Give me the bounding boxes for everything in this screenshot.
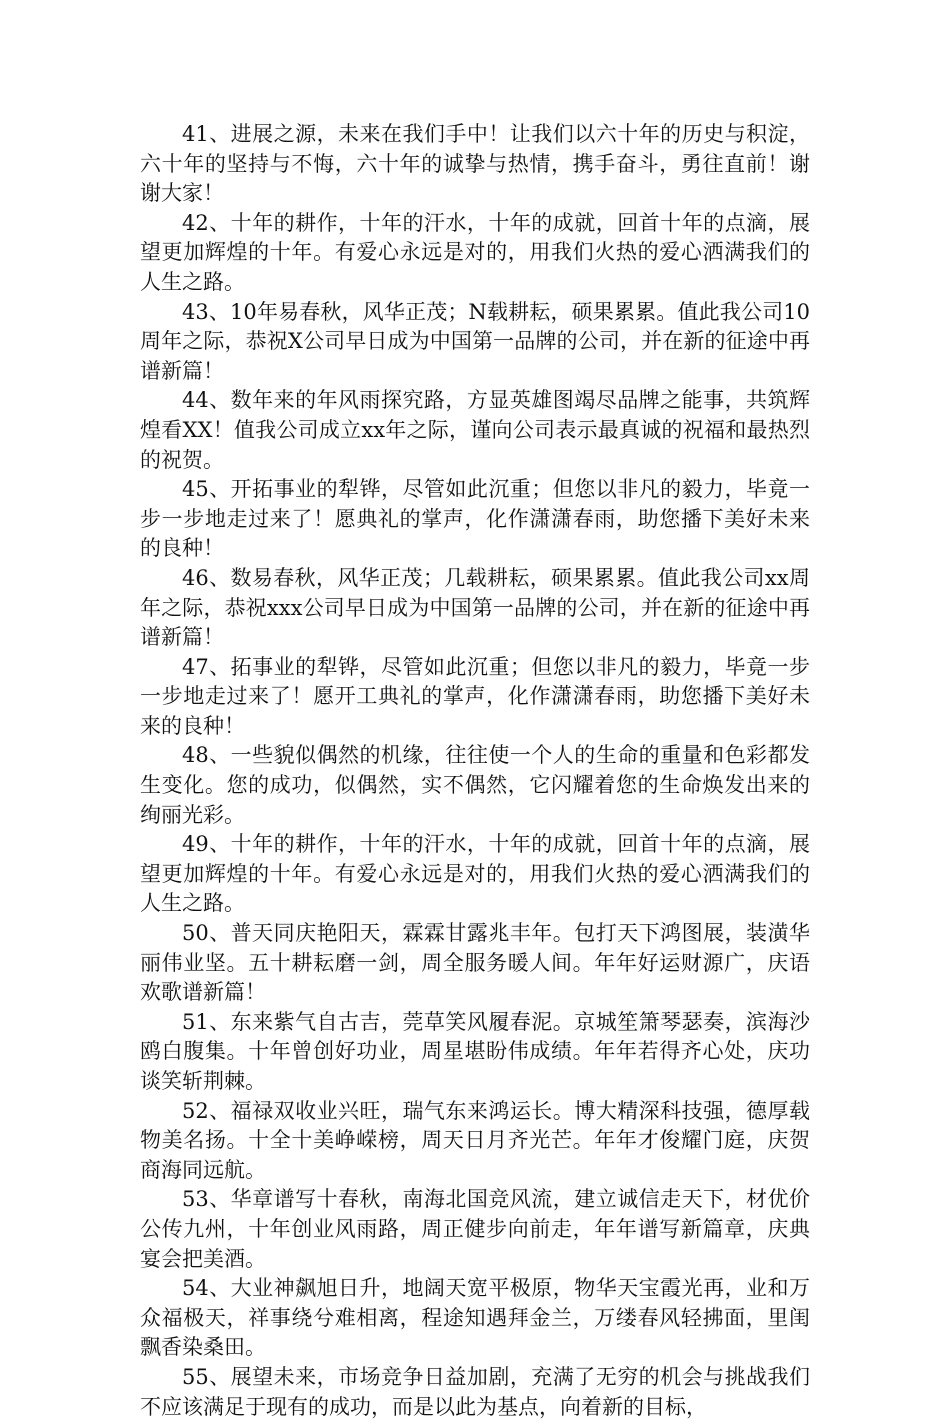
paragraph-49: 49、十年的耕作，十年的汗水，十年的成就，回首十年的点滴，展望更加辉煌的十年。有爱心永远是对的，用我们火热的爱心洒满我们的人生之路。 <box>140 832 810 916</box>
paragraph-45: 45、开拓事业的犁铧，尽管如此沉重；但您以非凡的毅力，毕竟一步一步地走过来了！愿典礼的掌声，化作潇潇春雨，助您播下美好未来的良种！ <box>140 477 810 561</box>
document-body <box>140 120 810 1422</box>
paragraph-46: 46、数易春秋，风华正茂；几载耕耘，硕果累累。值此我公司xx周年之际，恭祝xxx公司早日成为中国第一品牌的公司，并在新的征途中再谱新篇！ <box>140 565 810 650</box>
paragraph-43: 43、10年易春秋，风华正茂；N载耕耘，硕果累累。值此我公司10周年之际，恭祝X公司早日成为中国第一品牌的公司，并在新的征途中再谱新篇！ <box>140 299 810 383</box>
paragraph-51: 51、东来紫气自古吉，莞草笑风履春泥。京城笙箫琴瑟奏，滨海沙鸥白腹集。十年曾创好功业，周星堪盼伟成绩。年年若得齐心处，庆功谈笑斩荆棘。 <box>140 1009 810 1093</box>
paragraph-48: 48、一些貌似偶然的机缘，往往使一个人的生命的重量和色彩都发生变化。您的成功，似偶然，实不偶然，它闪耀着您的生命焕发出来的绚丽光彩。 <box>140 743 810 827</box>
paragraph-53: 53、华章谱写十春秋，南海北国竞风流，建立诚信走天下，材优价公传九州，十年创业风雨路，周正健步向前走，年年谱写新篇章，庆典宴会把美酒。 <box>140 1187 810 1271</box>
paragraph-42: 42、十年的耕作，十年的汗水，十年的成就，回首十年的点滴，展望更加辉煌的十年。有爱心永远是对的，用我们火热的爱心洒满我们的人生之路。 <box>140 210 810 294</box>
paragraph-41: 41、进展之源，未来在我们手中！让我们以六十年的历史与积淀，六十年的坚持与不悔，六十年的诚挚与热情，携手奋斗，勇往直前！谢谢大家！ <box>140 122 810 206</box>
paragraph-54: 54、大业神飙旭日升，地阔天宽平极原，物华天宝霞光再，业和万众福极天，祥事绕兮难相离，程途知遇拜金兰，万缕春风轻拂面，里闺飘香染桑田。 <box>140 1276 810 1360</box>
paragraph-55: 55、展望未来，市场竞争日益加剧，充满了无穷的机会与挑战我们不应该满足于现有的成功，而是以此为基点，向着新的目标， <box>140 1364 810 1419</box>
paragraph-52: 52、福禄双收业兴旺，瑞气东来鸿运长。博大精深科技强，德厚载物美名扬。十全十美峥嵘榜，周天日月齐光芒。年年才俊耀门庭，庆贺商海同远航。 <box>140 1098 810 1182</box>
paragraph-44: 44、数年来的年风雨探究路，方显英雄图竭尽品牌之能事，共筑辉煌看XX！值我公司成立xx年之际，谨向公司表示最真诚的祝福和最热烈的祝贺。 <box>140 388 810 472</box>
paragraph-47: 47、拓事业的犁铧，尽管如此沉重；但您以非凡的毅力，毕竟一步一步地走过来了！愿开工典礼的掌声，化作潇潇春雨，助您播下美好未来的良种！ <box>140 654 810 738</box>
paragraph-50: 50、普天同庆艳阳天，霖霖甘露兆丰年。包打天下鸿图展，装潢华丽伟业坚。五十耕耘磨一剑，周全服务暖人间。年年好运财源广，庆语欢歌谱新篇！ <box>140 921 810 1005</box>
